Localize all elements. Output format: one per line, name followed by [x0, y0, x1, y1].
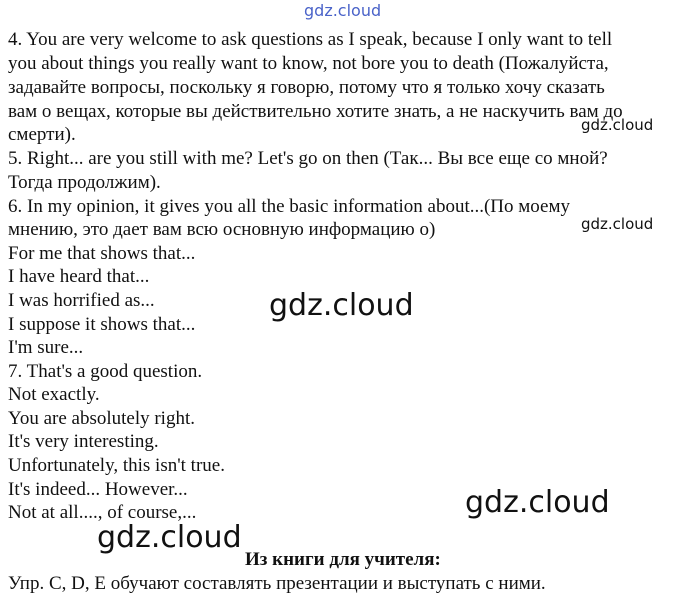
- text-line-17: You are absolutely right.: [8, 408, 195, 429]
- watermark-bottom-left: gdz.cloud: [97, 520, 242, 555]
- text-line-10: For me that shows that...: [8, 243, 196, 264]
- text-line-9: мнению, это дает вам всю основную информацию о): [8, 219, 436, 240]
- watermark-bottom-right: gdz.cloud: [465, 485, 610, 520]
- text-line-21: Not at all...., of course,...: [8, 502, 197, 523]
- text-line-19: Unfortunately, this isn't true.: [8, 455, 225, 476]
- watermark-right-2: gdz.cloud: [581, 215, 654, 233]
- text-line-5: смерти).: [8, 124, 76, 145]
- text-line-6: 5. Right... are you still with me? Let's go on then (Так... Вы все еще со мной?: [8, 148, 608, 169]
- text-line-13: I suppose it shows that...: [8, 314, 196, 335]
- text-line-16: Not exactly.: [8, 384, 100, 405]
- teacher-heading: Из книги для учителя:: [245, 549, 441, 570]
- text-line-20: It's indeed... However...: [8, 479, 188, 500]
- text-line-12: I was horrified as...: [8, 290, 155, 311]
- text-line-7: Тогда продолжим).: [8, 172, 161, 193]
- text-line-11: I have heard that...: [8, 266, 150, 287]
- text-line-2: you about things you really want to know, not bore you to death (Пожалуйста,: [8, 53, 609, 74]
- text-line-18: It's very interesting.: [8, 431, 159, 452]
- teacher-text: Упр. C, D, E обучают составлять презентации и выступать с ними.: [8, 573, 546, 594]
- watermark-center: gdz.cloud: [269, 288, 414, 323]
- watermark-top: gdz.cloud: [304, 1, 382, 20]
- text-line-14: I'm sure...: [8, 337, 84, 358]
- text-line-1: 4. You are very welcome to ask questions as I speak, because I only want to tell: [8, 29, 613, 50]
- text-line-8: 6. In my opinion, it gives you all the basic information about...(По моему: [8, 196, 570, 217]
- watermark-right-1: gdz.cloud: [581, 116, 654, 134]
- text-line-15: 7. That's a good question.: [8, 361, 203, 382]
- text-line-4: вам о вещах, которые вы действительно хотите знать, а не наскучить вам до: [8, 101, 623, 122]
- text-line-3: задавайте вопросы, поскольку я говорю, потому что я только хочу сказать: [8, 77, 605, 98]
